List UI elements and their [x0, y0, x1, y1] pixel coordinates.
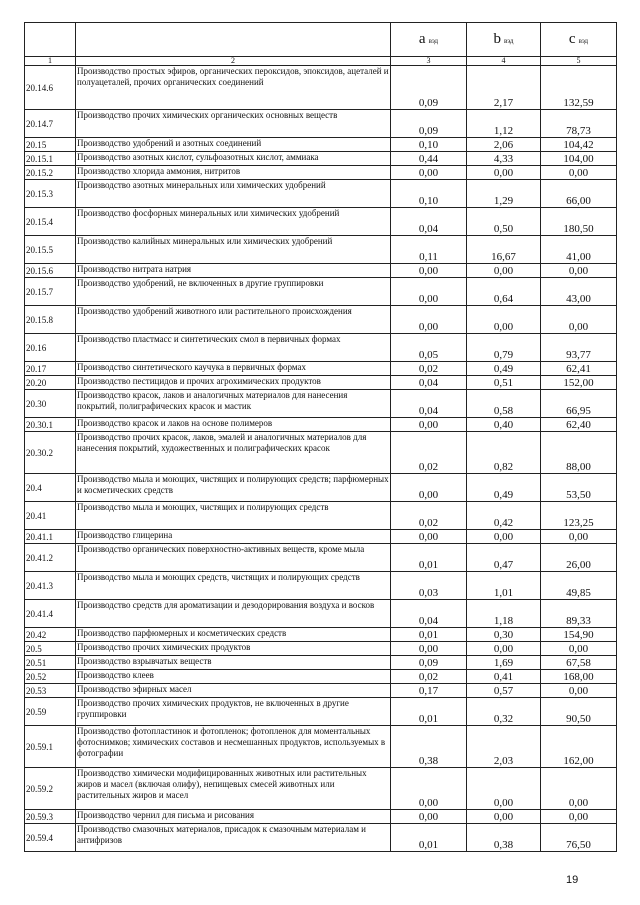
row-value-b: 1,18: [467, 600, 541, 628]
row-value-c: 0,00: [541, 810, 617, 824]
row-value-a: 0,11: [391, 236, 467, 264]
row-value-b: 0,79: [467, 334, 541, 362]
row-value-c: 66,95: [541, 390, 617, 418]
row-name: Производство глицерина: [76, 530, 391, 544]
row-value-a: 0,00: [391, 278, 467, 306]
row-value-a: 0,00: [391, 418, 467, 432]
row-value-c: 66,00: [541, 180, 617, 208]
row-name: Производство пластмасс и синтетических смол в первичных формах: [76, 334, 391, 362]
row-value-b: 0,49: [467, 474, 541, 502]
row-name: Производство красок, лаков и аналогичных материалов для нанесения покрытий, полиграфических красок и мастик: [76, 390, 391, 418]
row-value-b: 1,29: [467, 180, 541, 208]
row-value-b: 4,33: [467, 152, 541, 166]
row-code: 20.14.7: [25, 110, 76, 138]
table-row: [25, 390, 617, 418]
row-name: Производство простых эфиров, органических пероксидов, эпоксидов, ацеталей и полуацеталей, прочих органических соединений: [76, 66, 391, 110]
row-code: 20.59.3: [25, 810, 76, 824]
row-value-a: 0,00: [391, 264, 467, 278]
column-number-row: [25, 57, 617, 66]
page-number: 19: [566, 874, 579, 886]
row-value-a: 0,00: [391, 474, 467, 502]
table-row: [25, 670, 617, 684]
header-cell-a: [391, 23, 467, 57]
header-cell-c: [541, 23, 617, 57]
row-code: 20.59.2: [25, 768, 76, 810]
row-value-b: 16,67: [467, 236, 541, 264]
header-cell-b: [467, 23, 541, 57]
row-name: Производство азотных кислот, сульфоазотных кислот, аммиака: [76, 152, 391, 166]
row-value-c: 104,00: [541, 152, 617, 166]
header-a-subscript: вэд: [428, 37, 439, 45]
column-number: 3: [391, 57, 467, 66]
row-name: Производство мыла и моющих, чистящих и полирующих средств; парфюмерных и косметических средств: [76, 474, 391, 502]
row-value-c: 43,00: [541, 278, 617, 306]
row-code: 20.53: [25, 684, 76, 698]
row-name: Производство удобрений, не включенных в другие группировки: [76, 278, 391, 306]
row-value-c: 90,50: [541, 698, 617, 726]
row-value-c: 0,00: [541, 642, 617, 656]
row-code: 20.15.8: [25, 306, 76, 334]
table-row: [25, 110, 617, 138]
header-a-letter: a: [418, 31, 426, 47]
row-value-c: 62,40: [541, 418, 617, 432]
table-row: [25, 502, 617, 530]
header-b-subscript: вэд: [503, 37, 514, 45]
row-value-a: 0,01: [391, 544, 467, 572]
table-row: [25, 362, 617, 376]
row-value-a: 0,09: [391, 66, 467, 110]
row-code: 20.4: [25, 474, 76, 502]
row-code: 20.15: [25, 138, 76, 152]
row-code: 20.41: [25, 502, 76, 530]
row-value-a: 0,00: [391, 810, 467, 824]
table-row: [25, 180, 617, 208]
row-name: Производство хлорида аммония, нитритов: [76, 166, 391, 180]
row-code: 20.59: [25, 698, 76, 726]
row-value-b: 0,41: [467, 670, 541, 684]
row-value-b: 0,00: [467, 768, 541, 810]
table-row: [25, 208, 617, 236]
row-code: 20.41.4: [25, 600, 76, 628]
table-row: [25, 572, 617, 600]
row-value-b: 0,82: [467, 432, 541, 474]
row-code: 20.52: [25, 670, 76, 684]
row-code: 20.41.1: [25, 530, 76, 544]
row-value-a: 0,09: [391, 656, 467, 670]
row-value-b: 2,03: [467, 726, 541, 768]
row-name: Производство мыла и моющих, чистящих и полирующих средств: [76, 502, 391, 530]
row-value-b: 1,12: [467, 110, 541, 138]
row-name: Производство органических поверхностно-активных веществ, кроме мыла: [76, 544, 391, 572]
row-name: Производство удобрений и азотных соединений: [76, 138, 391, 152]
column-number: 2: [76, 57, 391, 66]
row-name: Производство нитрата натрия: [76, 264, 391, 278]
row-name: Производство химически модифицированных животных или растительных жиров и масел (включая олифу), непищевых смесей животных или растительных жиров и масел: [76, 768, 391, 810]
row-name: Производство калийных минеральных или химических удобрений: [76, 236, 391, 264]
table-row: [25, 166, 617, 180]
row-name: Производство чернил для письма и рисования: [76, 810, 391, 824]
row-value-a: 0,01: [391, 824, 467, 852]
row-name: Производство мыла и моющих средств, чистящих и полирующих средств: [76, 572, 391, 600]
row-value-b: 0,64: [467, 278, 541, 306]
row-value-c: 89,33: [541, 600, 617, 628]
row-name: Производство эфирных масел: [76, 684, 391, 698]
header-b-letter: b: [493, 31, 501, 47]
row-value-b: 0,38: [467, 824, 541, 852]
row-code: 20.30: [25, 390, 76, 418]
row-value-b: 0,00: [467, 810, 541, 824]
table-row: [25, 600, 617, 628]
table-body: [25, 66, 617, 852]
row-code: 20.15.4: [25, 208, 76, 236]
row-code: 20.30.1: [25, 418, 76, 432]
row-code: 20.15.7: [25, 278, 76, 306]
row-value-a: 0,00: [391, 306, 467, 334]
row-value-b: 0,51: [467, 376, 541, 390]
row-value-a: 0,10: [391, 138, 467, 152]
row-value-b: 0,58: [467, 390, 541, 418]
row-code: 20.30.2: [25, 432, 76, 474]
row-code: 20.17: [25, 362, 76, 376]
row-value-b: 0,57: [467, 684, 541, 698]
table-row: [25, 264, 617, 278]
table-row: [25, 306, 617, 334]
row-value-b: 2,17: [467, 66, 541, 110]
row-value-a: 0,04: [391, 376, 467, 390]
row-value-b: 1,01: [467, 572, 541, 600]
row-value-a: 0,04: [391, 600, 467, 628]
header-cell-code: [25, 23, 76, 57]
row-value-c: 0,00: [541, 264, 617, 278]
row-value-a: 0,00: [391, 530, 467, 544]
row-value-c: 0,00: [541, 768, 617, 810]
table-row: [25, 432, 617, 474]
row-value-a: 0,00: [391, 166, 467, 180]
row-code: 20.41.3: [25, 572, 76, 600]
row-name: Производство красок и лаков на основе полимеров: [76, 418, 391, 432]
row-value-a: 0,04: [391, 390, 467, 418]
row-name: Производство парфюмерных и косметических средств: [76, 628, 391, 642]
row-value-c: 0,00: [541, 530, 617, 544]
row-value-c: 53,50: [541, 474, 617, 502]
table-row: [25, 642, 617, 656]
table-row: [25, 152, 617, 166]
row-code: 20.15.6: [25, 264, 76, 278]
table-row: [25, 474, 617, 502]
row-value-b: 0,00: [467, 642, 541, 656]
row-value-c: 104,42: [541, 138, 617, 152]
row-value-a: 0,00: [391, 642, 467, 656]
row-name: Производство фосфорных минеральных или химических удобрений: [76, 208, 391, 236]
row-value-b: 0,00: [467, 306, 541, 334]
row-name: Производство азотных минеральных или химических удобрений: [76, 180, 391, 208]
column-number: 5: [541, 57, 617, 66]
row-value-a: 0,00: [391, 768, 467, 810]
row-code: 20.51: [25, 656, 76, 670]
row-code: 20.42: [25, 628, 76, 642]
row-name: Производство пестицидов и прочих агрохимических продуктов: [76, 376, 391, 390]
table-row: [25, 544, 617, 572]
row-code: 20.15.3: [25, 180, 76, 208]
column-number: 1: [25, 57, 76, 66]
row-name: Производство взрывчатых веществ: [76, 656, 391, 670]
row-value-a: 0,03: [391, 572, 467, 600]
row-name: Производство прочих химических продуктов: [76, 642, 391, 656]
row-value-a: 0,02: [391, 362, 467, 376]
row-value-a: 0,17: [391, 684, 467, 698]
row-value-c: 49,85: [541, 572, 617, 600]
table-row: [25, 278, 617, 306]
row-name: Производство синтетического каучука в первичных формах: [76, 362, 391, 376]
row-name: Производство прочих химических продуктов, не включенных в другие группировки: [76, 698, 391, 726]
row-value-b: 0,50: [467, 208, 541, 236]
row-value-c: 132,59: [541, 66, 617, 110]
row-code: 20.5: [25, 642, 76, 656]
row-value-b: 0,32: [467, 698, 541, 726]
table-row: [25, 376, 617, 390]
row-value-c: 0,00: [541, 306, 617, 334]
row-value-c: 180,50: [541, 208, 617, 236]
row-code: 20.16: [25, 334, 76, 362]
table-row: [25, 698, 617, 726]
row-value-c: 78,73: [541, 110, 617, 138]
row-value-b: 0,40: [467, 418, 541, 432]
row-value-c: 76,50: [541, 824, 617, 852]
row-name: Производство фотопластинок и фотопленок; фотопленок для моментальных фотоснимков; химических составов и несмешанных продуктов, используемых в фотографии: [76, 726, 391, 768]
column-number: 4: [467, 57, 541, 66]
row-value-a: 0,44: [391, 152, 467, 166]
row-value-a: 0,09: [391, 110, 467, 138]
table-row: [25, 768, 617, 810]
row-value-b: 1,69: [467, 656, 541, 670]
row-value-b: 0,49: [467, 362, 541, 376]
row-value-b: 0,00: [467, 166, 541, 180]
row-value-a: 0,02: [391, 432, 467, 474]
table-row: [25, 236, 617, 264]
header-c-letter: c: [568, 31, 576, 47]
table-row: [25, 334, 617, 362]
row-value-a: 0,10: [391, 180, 467, 208]
document-page: [24, 22, 616, 852]
row-value-a: 0,02: [391, 670, 467, 684]
table-row: [25, 628, 617, 642]
table-row: [25, 810, 617, 824]
row-code: 20.20: [25, 376, 76, 390]
row-value-b: 0,47: [467, 544, 541, 572]
row-code: 20.59.4: [25, 824, 76, 852]
row-value-a: 0,38: [391, 726, 467, 768]
coefficients-table: [24, 22, 617, 852]
header-cell-name: [76, 23, 391, 57]
row-value-c: 154,90: [541, 628, 617, 642]
row-code: 20.15.5: [25, 236, 76, 264]
row-value-b: 2,06: [467, 138, 541, 152]
row-value-c: 93,77: [541, 334, 617, 362]
row-value-c: 26,00: [541, 544, 617, 572]
header-row: [25, 23, 617, 57]
table-row: [25, 530, 617, 544]
header-c-subscript: вэд: [578, 37, 589, 45]
row-value-c: 123,25: [541, 502, 617, 530]
row-value-c: 0,00: [541, 684, 617, 698]
row-value-b: 0,00: [467, 530, 541, 544]
row-value-a: 0,02: [391, 502, 467, 530]
row-name: Производство клеев: [76, 670, 391, 684]
row-value-c: 0,00: [541, 166, 617, 180]
row-value-a: 0,01: [391, 698, 467, 726]
row-code: 20.59.1: [25, 726, 76, 768]
row-code: 20.14.6: [25, 66, 76, 110]
row-value-a: 0,04: [391, 208, 467, 236]
table-row: [25, 656, 617, 670]
table-row: [25, 726, 617, 768]
row-value-b: 0,42: [467, 502, 541, 530]
table-row: [25, 66, 617, 110]
table-row: [25, 684, 617, 698]
row-name: Производство прочих красок, лаков, эмалей и аналогичных материалов для нанесения покрытий, художественных и полиграфических красок: [76, 432, 391, 474]
row-value-c: 152,00: [541, 376, 617, 390]
row-value-c: 162,00: [541, 726, 617, 768]
row-code: 20.15.1: [25, 152, 76, 166]
table-row: [25, 138, 617, 152]
row-value-c: 62,41: [541, 362, 617, 376]
row-value-c: 88,00: [541, 432, 617, 474]
row-name: Производство смазочных материалов, присадок к смазочным материалам и антифризов: [76, 824, 391, 852]
row-value-b: 0,30: [467, 628, 541, 642]
row-value-c: 168,00: [541, 670, 617, 684]
row-value-b: 0,00: [467, 264, 541, 278]
row-name: Производство средств для ароматизации и дезодорирования воздуха и восков: [76, 600, 391, 628]
row-code: 20.41.2: [25, 544, 76, 572]
row-name: Производство прочих химических органических основных веществ: [76, 110, 391, 138]
row-value-c: 41,00: [541, 236, 617, 264]
row-value-a: 0,01: [391, 628, 467, 642]
table-row: [25, 418, 617, 432]
table-row: [25, 824, 617, 852]
row-code: 20.15.2: [25, 166, 76, 180]
row-name: Производство удобрений животного или растительного происхождения: [76, 306, 391, 334]
row-value-a: 0,05: [391, 334, 467, 362]
row-value-c: 67,58: [541, 656, 617, 670]
